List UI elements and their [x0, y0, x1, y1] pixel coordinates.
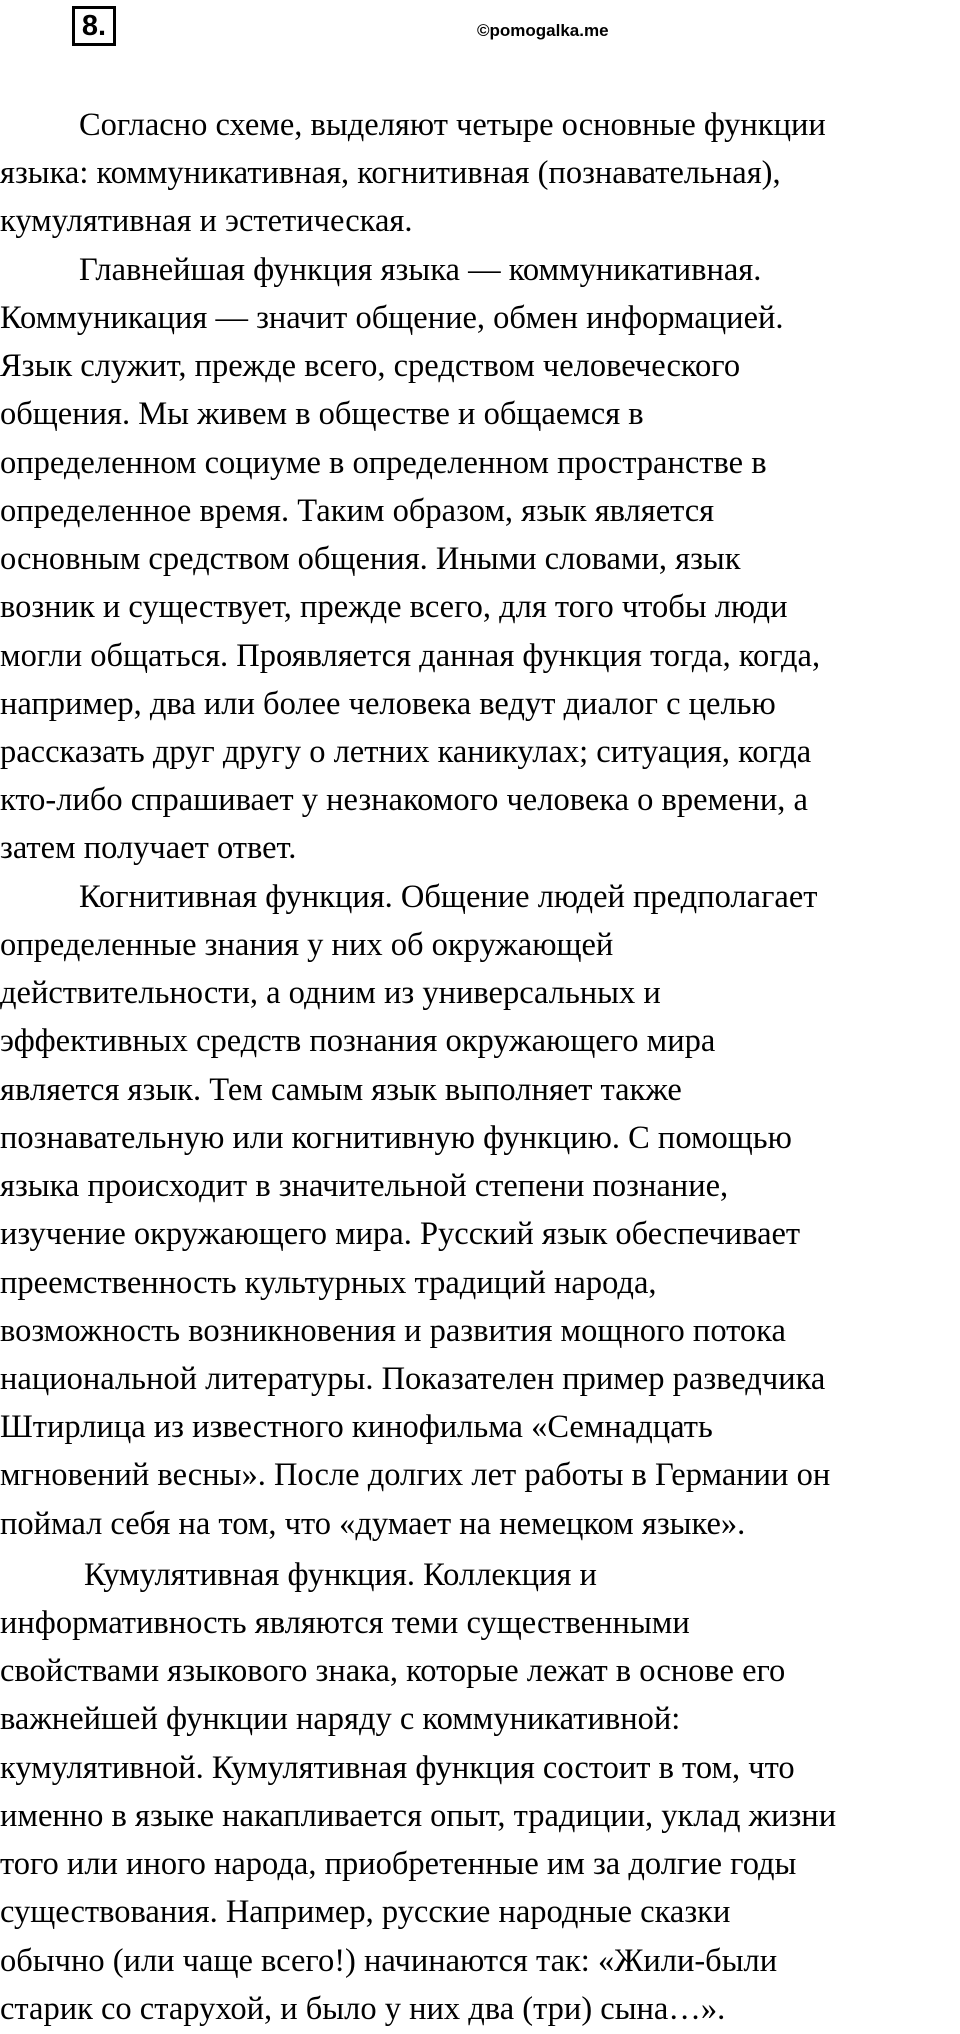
text-line: Главнейшая функция языка — коммуникативная. [79, 252, 762, 288]
text-line: свойствами языкового знака, которые лежат в основе его [0, 1653, 786, 1689]
text-line: Штирлица из известного кинофильма «Семнадцать [0, 1409, 713, 1445]
text-line: общения. Мы живем в обществе и общаемся в [0, 396, 644, 432]
text-line: кумулятивной. Кумулятивная функция состоит в том, что [0, 1750, 795, 1786]
text-line: эффективных средств познания окружающего мира [0, 1023, 716, 1059]
text-line: является язык. Тем самым язык выполняет также [0, 1072, 682, 1108]
text-line: старик со старухой, и было у них два (три) сына…». [0, 1991, 726, 2027]
text-line: Коммуникация — значит общение, обмен информацией. [0, 300, 784, 336]
text-line: языка происходит в значительной степени познание, [0, 1168, 729, 1204]
site-watermark: ©pomogalka.me [477, 21, 609, 40]
text-line: познавательную или когнитивную функцию. С помощью [0, 1120, 792, 1156]
text-line: действительности, а одним из универсальных и [0, 975, 661, 1011]
text-line: мгновений весны». После долгих лет работы в Германии он [0, 1457, 831, 1493]
text-line: информативность являются теми существенными [0, 1605, 690, 1641]
text-line: именно в языке накапливается опыт, традиции, уклад жизни [0, 1798, 837, 1834]
text-line: того или иного народа, приобретенные им за долгие годы [0, 1846, 797, 1882]
text-line: рассказать друг другу о летних каникулах; ситуация, когда [0, 734, 812, 770]
text-line: например, два или более человека ведут диалог с целью [0, 686, 776, 722]
text-line: Язык служит, прежде всего, средством человеческого [0, 348, 741, 384]
text-line: основным средством общения. Иными словами, язык [0, 541, 741, 577]
text-line: национальной литературы. Показателен пример разведчика [0, 1361, 826, 1397]
text-line: затем получает ответ. [0, 830, 297, 866]
text-line: Кумулятивная функция. Коллекция и [84, 1557, 597, 1593]
text-line: возник и существует, прежде всего, для того чтобы люди [0, 589, 788, 625]
text-line: возможность возникновения и развития мощного потока [0, 1313, 786, 1349]
text-line: Когнитивная функция. Общение людей предполагает [79, 879, 818, 915]
text-line: существования. Например, русские народные сказки [0, 1894, 731, 1930]
text-line: определенном социуме в определенном пространстве в [0, 445, 767, 481]
text-line: языка: коммуникативная, когнитивная (познавательная), [0, 155, 781, 191]
text-line: Согласно схеме, выделяют четыре основные функции [79, 107, 826, 143]
text-line: кто-либо спрашивает у незнакомого человека о времени, а [0, 782, 808, 818]
text-line: определенное время. Таким образом, язык является [0, 493, 715, 529]
page-header [0, 0, 960, 60]
task-number: 8. [81, 9, 107, 42]
text-line: поймал себя на том, что «думает на немецком языке». [0, 1506, 746, 1542]
task-number-badge [72, 6, 116, 46]
text-line: обычно (или чаще всего!) начинаются так: «Жили-были [0, 1943, 778, 1979]
text-line: важнейшей функции наряду с коммуникативной: [0, 1701, 681, 1737]
text-line: определенные знания у них об окружающей [0, 927, 614, 963]
text-line: изучение окружающего мира. Русский язык обеспечивает [0, 1216, 801, 1252]
text-line: кумулятивная и эстетическая. [0, 203, 413, 239]
text-line: преемственность культурных традиций народа, [0, 1265, 657, 1301]
text-line: могли общаться. Проявляется данная функция тогда, когда, [0, 638, 821, 674]
